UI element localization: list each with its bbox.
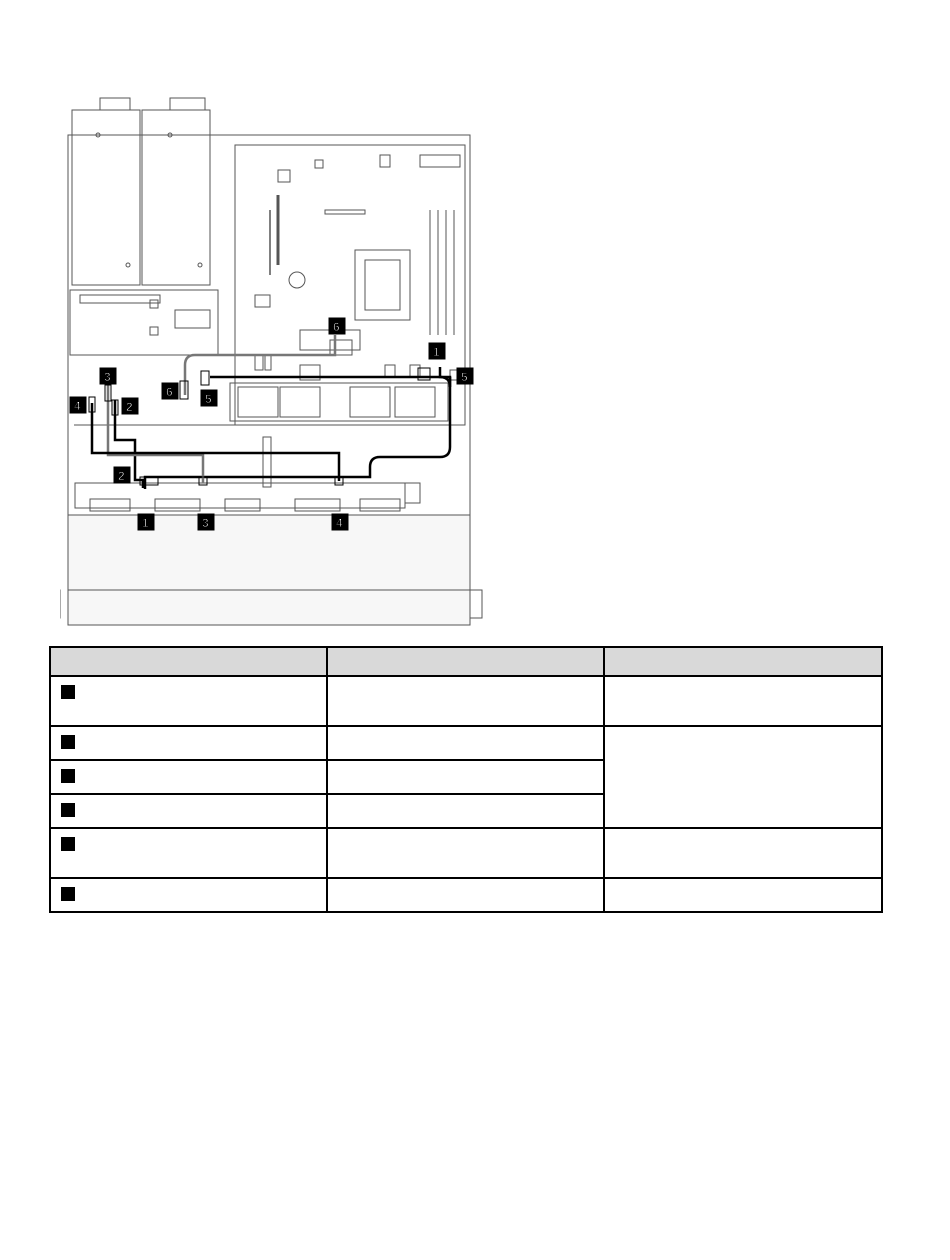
table-row <box>50 828 882 878</box>
cable-routing-table <box>49 646 883 913</box>
svg-text:5: 5 <box>461 370 468 384</box>
cable-cell <box>50 878 327 912</box>
callout-2-backplane <box>114 467 130 483</box>
svg-text:2: 2 <box>126 400 133 414</box>
callout-6-system-board <box>329 318 345 334</box>
from-cell <box>327 878 604 912</box>
svg-text:3: 3 <box>104 370 111 384</box>
from-cell <box>327 760 604 794</box>
cable-cell <box>50 828 327 878</box>
from-cell <box>327 726 604 760</box>
callout-marker <box>61 837 75 851</box>
callout-3-backplane <box>198 514 214 530</box>
svg-text:1: 1 <box>142 516 149 530</box>
callout-6-raid <box>162 383 178 399</box>
svg-text:4: 4 <box>336 516 343 530</box>
callout-marker <box>61 803 75 817</box>
cable-1 <box>145 367 450 489</box>
to-cell <box>604 676 882 726</box>
callout-marker <box>61 735 75 749</box>
callout-5-raid <box>201 390 217 406</box>
to-cell <box>604 828 882 878</box>
cables <box>89 335 450 489</box>
svg-text:2: 2 <box>118 469 125 483</box>
from-cell <box>327 676 604 726</box>
to-cell <box>604 726 882 828</box>
callout-2-raid <box>122 398 138 414</box>
callout-4-raid <box>70 397 86 413</box>
cable-5 <box>210 377 450 387</box>
cable-cell <box>50 726 327 760</box>
callout-marker <box>61 685 75 699</box>
from-cell <box>327 794 604 828</box>
to-cell <box>604 878 882 912</box>
svg-text:6: 6 <box>166 385 173 399</box>
callout-1-system-board <box>429 343 445 359</box>
callout-marker <box>61 769 75 783</box>
table-header-row <box>50 647 882 676</box>
from-cell <box>327 828 604 878</box>
svg-text:3: 3 <box>202 516 209 530</box>
svg-text:1: 1 <box>433 345 440 359</box>
callout-4-backplane <box>332 514 348 530</box>
callout-3-raid <box>100 368 116 384</box>
callout-5-system-board <box>457 368 473 384</box>
header-cable <box>50 647 327 676</box>
cable-cell <box>50 794 327 828</box>
svg-text:5: 5 <box>205 392 212 406</box>
power-supply-units <box>72 98 210 285</box>
table-row <box>50 676 882 726</box>
drive-backplane <box>75 483 420 511</box>
svg-text:6: 6 <box>333 320 340 334</box>
server-cable-routing-diagram <box>60 85 490 630</box>
table-row <box>50 878 882 912</box>
callout-marker <box>61 887 75 901</box>
table-row <box>50 726 882 760</box>
header-to <box>604 647 882 676</box>
cable-cell <box>50 676 327 726</box>
power-distribution-board <box>70 290 218 355</box>
cable-cell <box>50 760 327 794</box>
header-from <box>327 647 604 676</box>
callout-1-backplane <box>138 514 154 530</box>
dimm-slots <box>430 210 454 335</box>
svg-text:4: 4 <box>74 399 81 413</box>
